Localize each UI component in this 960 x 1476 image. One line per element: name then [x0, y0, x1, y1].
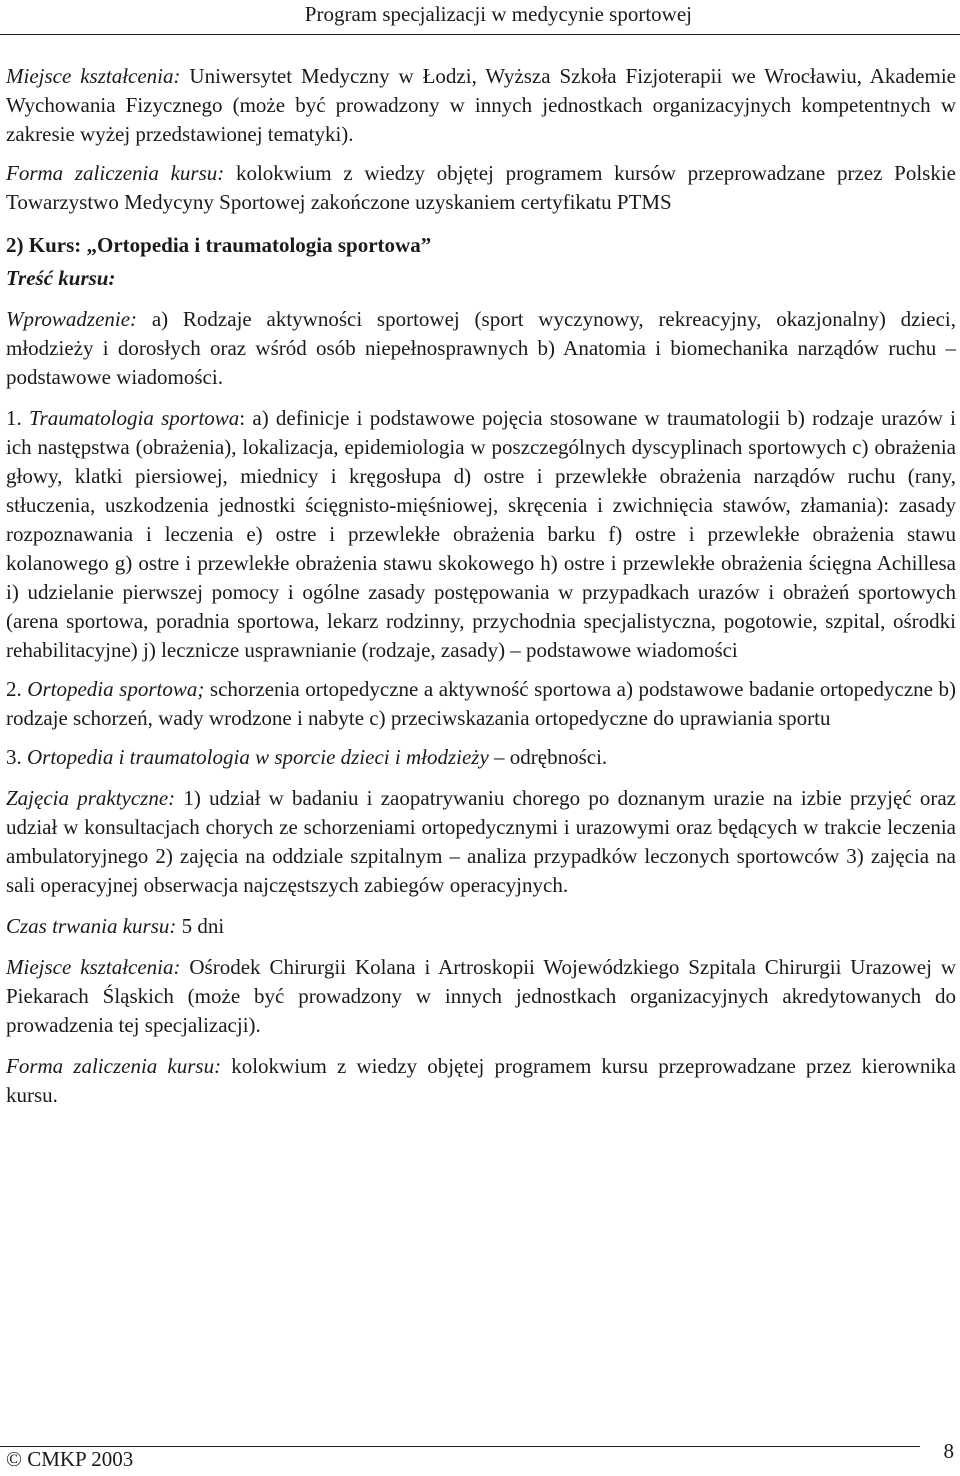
- item-2-number: 2.: [6, 677, 28, 701]
- place-label: Miejsce kształcenia:: [6, 64, 181, 88]
- duration-label: Czas trwania kursu:: [6, 914, 177, 938]
- place-label-2: Miejsce kształcenia:: [6, 955, 181, 979]
- item-2-paragraph: [6, 675, 956, 733]
- intro-paragraph: [6, 305, 956, 392]
- item-1-text: : a) definicje i podstawowe pojęcia stosowane w traumatologii b) rodzaje urazów i ich następstwa (obrażenia), lokalizacja, epidemiologia w poszczególnych dyscyplinach sportowych c) obrażenia głowy, klatki piersiowej, miednicy i kręgosłupa d) ostre i przewlekłe obrażenia narządów ruchu (rany, stłuczenia, uszkodzenia jednostki ścięgnisto-mięśniowej, skręcenia i zwichnięcia stawów, złamania): zasady rozpoznawania i leczenia e) ostre i przewlekłe obrażenia barku f) ostre i przewlekłe obrażenia stawu kolanowego g) ostre i przewlekłe obrażenia stawu skokowego h) ostre i przewlekłe obrażenia ścięgna Achillesa i) udzielanie pierwszej pomocy i ogólne zasady postępowania w przypadkach urazów i obrażeń sportowych (arena sportowa, poradnia sportowa, lekarz rodzinny, przychodnia specjalistyczna, pogotowie, szpital, ośrodki rehabilitacyjne) j) lecznicze usprawnianie (rodzaje, zasady) – podstawowe wiadomości: [6, 406, 956, 662]
- page-header: [0, 0, 960, 40]
- page-number: 8: [943, 1439, 954, 1463]
- page-footer: [0, 1438, 960, 1476]
- footer-divider: [0, 1446, 920, 1447]
- header-title: Program specjalizacji w medycynie sportowej: [304, 2, 692, 26]
- course-heading: 2) Kurs: „Ortopedia i traumatologia sportowa”: [6, 233, 432, 257]
- duration-paragraph: [6, 912, 956, 941]
- form-paragraph-1: [6, 159, 956, 217]
- intro-text: a) Rodzaje aktywności sportowej (sport wyczynowy, rekreacyjny, okazjonalny) dzieci, młodzieży i dorosłych oraz wśród osób niepełnosprawnych b) Anatomia i biomechanika narządów ruchu – podstawowe wiadomości.: [6, 307, 956, 389]
- footer-copyright: © CMKP 2003: [6, 1447, 134, 1471]
- form-text: kolokwium z wiedzy objętej programem kursów przeprowadzane przez Polskie Towarzystwo Medycyny Sportowej zakończone uzyskaniem certyfikatu PTMS: [6, 161, 956, 214]
- item-1-number: 1.: [6, 406, 29, 430]
- content-heading: Treść kursu:: [6, 266, 116, 290]
- item-3-paragraph: [6, 743, 956, 772]
- practical-label: Zajęcia praktyczne:: [6, 786, 176, 810]
- item-1-paragraph: [6, 404, 956, 665]
- item-3-text: – odrębności.: [488, 745, 608, 769]
- place-text: Uniwersytet Medyczny w Łodzi, Wyższa Szkoła Fizjoterapii we Wrocławiu, Akademie Wychowania Fizycznego (może być prowadzony w innych jednostkach organizacyjnych kompetentnych w zakresie wyżej przedstawionej tematyki).: [6, 64, 956, 146]
- item-2-label: Ortopedia sportowa;: [27, 677, 205, 701]
- practical-text: 1) udział w badaniu i zaopatrywaniu chorego po doznanym urazie na izbie przyjęć oraz udział w konsultacjach chorych ze schorzeniami ortopedycznymi i urazowymi oraz będących w trakcie leczenia ambulatoryjnego 2) zajęcia na oddziale szpitalnym – analiza przypadków leczonych sportowców 3) zajęcia na sali operacyjnej obserwacja najczęstszych zabiegów operacyjnych.: [6, 786, 956, 897]
- intro-label: Wprowadzenie:: [6, 307, 138, 331]
- place-text-2: Ośrodek Chirurgii Kolana i Artroskopii Wojewódzkiego Szpitala Chirurgii Urazowej w Piekarach Śląskich (może być prowadzony w innych jednostkach organizacyjnych akredytowanych do prowadzenia tej specjalizacji).: [6, 955, 956, 1037]
- place-paragraph-1: [6, 62, 956, 149]
- item-3-number: 3.: [6, 745, 27, 769]
- header-divider: [0, 34, 960, 35]
- item-3-label: Ortopedia i traumatologia w sporcie dzieci i młodzieży: [27, 745, 489, 769]
- document-body: [6, 62, 956, 1110]
- duration-text: 5 dni: [176, 914, 225, 938]
- form-paragraph-2: [6, 1052, 956, 1110]
- form-text-2: kolokwium z wiedzy objętej programem kursu przeprowadzane przez kierownika kursu.: [6, 1054, 956, 1107]
- practical-paragraph: [6, 784, 956, 900]
- form-label-2: Forma zaliczenia kursu:: [6, 1054, 222, 1078]
- item-1-label: Traumatologia sportowa: [29, 406, 240, 430]
- item-2-text: schorzenia ortopedyczne a aktywność sportowa a) podstawowe badanie ortopedyczne b) rodzaje schorzeń, wady wrodzone i nabyte c) przeciwskazania ortopedyczne do uprawiania sportu: [6, 677, 956, 730]
- place-paragraph-2: [6, 953, 956, 1040]
- form-label: Forma zaliczenia kursu:: [6, 161, 225, 185]
